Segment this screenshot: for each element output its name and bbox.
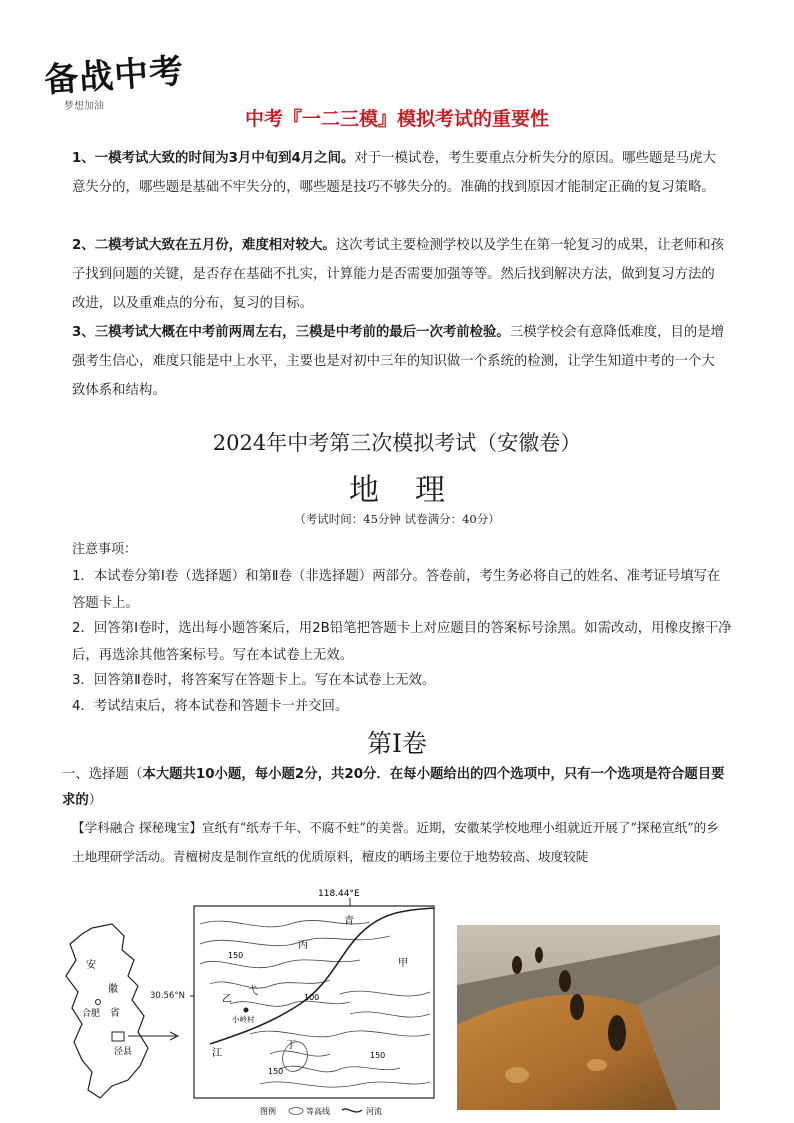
- paragraph-2-bold: 2、二模考试大致在五月份，难度相对较大。: [72, 238, 336, 253]
- city-label-hefei: 合肥: [82, 1009, 101, 1019]
- paragraph-1-text: 对于一模试卷，考生要重点分析失分的原因。哪些题是马虎大意失分的，哪些题是基础不牢失分的，哪些题是技巧不够失分的。准确的找到原因才能制定正确的复习策略。: [72, 151, 716, 195]
- contour-legend-icon: [289, 1108, 303, 1115]
- note-1: 1．本试卷分第Ⅰ卷（选择题）和第Ⅱ卷（非选择题）两部分。答卷前，考生务必将自己的姓名、准考证号填写在答题卡上。: [72, 569, 721, 611]
- place-label-bing: 丙: [298, 940, 308, 951]
- question-intro: [72, 813, 728, 871]
- volume-title: 第Ⅰ卷: [367, 729, 427, 758]
- paragraph-3: [72, 318, 728, 405]
- contour-map: [190, 884, 440, 1120]
- legend-title: 图例: [260, 1107, 276, 1116]
- contour-label-4: 150: [268, 1067, 284, 1076]
- section-bold: 本大题共10小题，每小题2分，共20分．在每小题给出的四个选项中，只有一个选项是符合题目要求的: [62, 767, 725, 808]
- page-headline: 中考『一二三模』模拟考试的重要性: [244, 108, 549, 130]
- section-suffix: ）: [88, 793, 103, 808]
- note-2: 2．回答第Ⅰ卷时，选出每小题答案后，用2B铅笔把答题卡上对应题目的答案标号涂黑。如需改动，用橡皮擦干净后，再选涂其他答案标号。写在本试卷上无效。: [72, 621, 732, 663]
- bark-drying-photo: [457, 925, 720, 1110]
- place-label-jia: 甲: [398, 958, 408, 969]
- paragraph-1-bold: 1、一模考试大致的时间为3月中旬到4月之间。: [72, 151, 355, 166]
- paragraph-1: [72, 144, 728, 202]
- section-prefix: 一、选择题（: [62, 767, 143, 782]
- anhui-province-map: [52, 920, 182, 1110]
- note-3: 3．回答第Ⅱ卷时，将答案写在答题卡上。写在本试卷上无效。: [72, 673, 436, 688]
- place-label-ding: 丁: [286, 1040, 296, 1051]
- contour-label-2: 100: [304, 993, 320, 1002]
- paragraph-2: [72, 231, 728, 318]
- province-label-2: 徽: [108, 984, 118, 995]
- place-label-jiang: 江: [212, 1048, 222, 1059]
- logo: 备战中考: [43, 51, 186, 101]
- notes-heading: 注意事项：: [72, 542, 138, 557]
- exam-title: 2024年中考第三次模拟考试（安徽卷）: [212, 431, 582, 455]
- intro-text: 宣纸有“纸寿千年、不腐不蛀”的美誉。近期，安徽某学校地理小组就近开展了“探秘宣纸”的乡土地理研学活动。青檀树皮是制作宣纸的优质原料，檀皮的晒场主要位于地势较高、坡度较陡: [72, 820, 719, 864]
- place-label-qing: 青: [344, 916, 354, 927]
- place-label-yi: 乙: [222, 994, 232, 1005]
- paragraph-3-text: 三模学校会有意降低难度，目的是增强考生信心，难度只能是中上水平，主要也是对初中三年的知识做一个系统的检测，让学生知道中考的一个大致体系和结构。: [72, 325, 725, 398]
- place-label-xiaoling: 小岭村: [232, 1015, 255, 1024]
- subject-title: 地理: [349, 473, 481, 508]
- paragraph-2-text: 这次考试主要检测学校以及学生在第一轮复习的成果，让老师和孩子找到问题的关键，是否存在基础不扎实，计算能力是否需要加强等等。然后找到解决方法，做到复习方法的改进，以及重难点的分布，复习的目标。: [72, 238, 725, 311]
- paragraph-3-bold: 3、三模考试大概在中考前两周左右，三模是中考前的最后一次考前检验。: [72, 325, 510, 340]
- province-label-1: 安: [86, 960, 96, 971]
- contour-label-3: 150: [370, 1051, 386, 1060]
- section-heading: [62, 762, 732, 814]
- province-label-3: 省: [110, 1008, 120, 1019]
- legend-contour: 等高线: [306, 1107, 330, 1116]
- village-dot: [244, 1008, 249, 1013]
- logo-subtitle: 梦想加油: [64, 101, 104, 112]
- place-label-yi-river: 弋: [248, 986, 258, 997]
- river-legend-icon: [342, 1109, 362, 1112]
- exam-info: （考试时间：45分钟 试卷满分：40分）: [294, 512, 500, 526]
- legend-river: 河流: [366, 1107, 382, 1116]
- intro-tag: 【学科融合 探秘瑰宝】: [72, 820, 202, 835]
- longitude-label: 118.44°E: [318, 889, 360, 899]
- note-4: 4．考试结束后，将本试卷和答题卡一并交回。: [72, 699, 349, 714]
- contour-label-1: 150: [228, 951, 244, 960]
- city-label-jingxian: 泾县: [114, 1047, 133, 1057]
- latitude-label: 30.56°N: [150, 991, 185, 1001]
